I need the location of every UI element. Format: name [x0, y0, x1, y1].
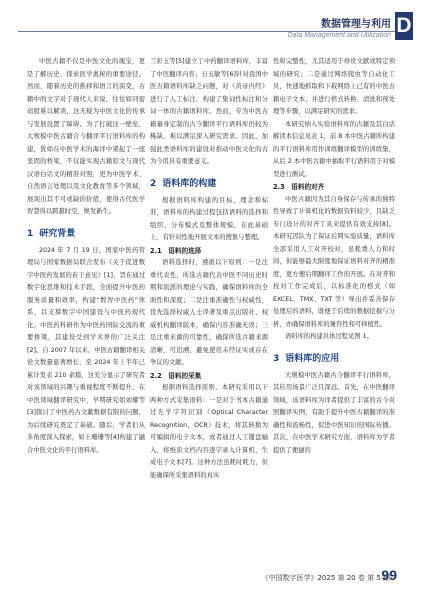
paragraph: 根据语料选择原则，本研究采用以下两种方式采集语料：一是对于书本古籍通过光学字符识别（Optical Character Recognition，OCR）技术，将其转换为可编辑的电子文本，或者通过人工键盘输入，将纸质文档内容逐字录入计算机，生成电子文本[7]。这种方法虽耗时耗力，但能确保所采集语料的真实: [150, 384, 268, 479]
section-heading: [27, 227, 145, 241]
section-heading-text: 研究背景: [39, 228, 76, 239]
paragraph: 中医古籍因为其自身保存与传承的独特性导致了计算机化的数据资料较少，且缺乏专门设计的对齐工具来提供有效支持[8]。本研究因队为了保证后期实验质量，语料库全部采用人工对齐校对，虽耗费人力和时间，但能够最大限度地保证语料对齐的精准度，更方便后期翻译工作的开展。在对齐和校对工作完成后，以标准化的格式（如 EXCEL、TMX、TXT 等）导出并妥善保存处理后的语料，既便于后续的数据挖掘与分析，亦确保语料库的兼容性和可移植性。: [273, 195, 395, 328]
section-number: 3: [273, 353, 280, 364]
section-subtitle: Data Management and Utilization: [287, 32, 391, 39]
subsection-heading: 2.3 语料的对齐: [273, 183, 325, 191]
journal-citation: 《中国数字医学》2025 第 20 卷 第 5 期: [261, 574, 390, 582]
subsection-heading: 2.1 语料的选择: [150, 246, 202, 255]
paragraph: 2024 年 7 月 19 日，国家中医药管理局与国家数据局联合发布《关于促进数字中医药发展的若干意见》[1]，旨在通过数字化思维和技术手段，全面提升中医药服务质量和效率，构建“数智中医药”体系，以支撑数字中国建设与中医药现代化。中医药科研作为中医药国际交流的重要桥梁，其建设受到学术界的广泛关注[2]。自 2007 年以来，中医古籍翻译相关论文数量显著增长，至 2024 年上半年已累计发表 210 余篇，这充分显示了研究者对该领域的兴趣与重视程度不断提升。在中医领域翻译研究中，早期研究如刘耀等[3]探讨了中医药古文献数据有限的问题，为后续研究奠定了基础。随后，学者们从多角度深入探索，如王珊珊等[4]构建了融合中医文化的平行语料库。: [27, 246, 145, 454]
paragraph: 语料选择时，遵循以下原则：一是注重代表性，所选古籍代表中医不同历史时期和流派的理论与实践，确保语料库的全面性和深度；二是注重准确性与权威性，优先选择权威人士译著及重点出版社、权威机构翻译版本，确保内容准确无误；三是注重来源的可靠性，确保所选古籍来源清晰、可追溯，避免使用未经证实或存在争议的文献。: [150, 259, 268, 366]
column-1: [27, 56, 145, 457]
paragraph: 大规模中医古籍古今翻译平行语料库，其应用场景广泛且深远。首先，在中医翻译领域，该语料库为译者提供了丰富的古今对照翻译实例，有助于提升中医古籍翻译的准确性和流畅性，促进中医知识的国际传播。其次，在中医学术研究方面，语料库为学者提供了便捷的: [273, 371, 395, 454]
section-heading: [273, 352, 395, 366]
section-number: 1: [27, 228, 34, 239]
section-heading: [150, 177, 268, 191]
paragraph: 中医古籍不仅是中医文化的瑰宝，更是了解历史、探索医学奥秘的重要途径。然而，随着历史的推移和语言的演变，古籍中的文字对于现代人来说，往往如同密码般难以解读，这无疑为中医文化的传承与发展设置了障碍。为了打破这一壁垒，大规模中医古籍合今翻译平行语料库的构建，犹如在中医学术的海洋中架起了一座坚固的桥梁，不仅能实现古籍原文与现代汉语白话文的精准对照，更为中医学术、自然语言处理以及文化教育等多个领域，展现出其不可或缺的价值，使得古代医学智慧得以跨越时空，焕发新生。: [27, 58, 145, 215]
page-number: 99: [381, 567, 397, 583]
section-title: 数据管理与利用: [321, 19, 391, 30]
section-badge: D: [395, 12, 413, 40]
section-heading-text: 语料库的应用: [285, 353, 340, 364]
section-number: 2: [150, 178, 157, 189]
paragraph: 性和完整性，尤其适用于珍贵文献或特定领域的研究；二是通过网络爬虫等自动化工具，快速地抓取和下载网络上已有的中医古籍电子文本，并进行格式转换、清洗和预处理等步骤，以满足研究的需求。: [273, 58, 395, 115]
paragraph: 根据语料库构建的目标、理念和标准，语料库的构建过程包括语料的选择和组织、分布模式及整体规模，在此基础上，有针对性地开展文本的搜集与整理。: [150, 196, 268, 241]
paragraph: 语料库的构建具体过程见图 1。: [285, 333, 373, 340]
column-3: [273, 56, 395, 457]
section-heading-text: 语料库的构建: [162, 178, 217, 189]
paragraph: 本研究纳入实验语料库的古籍及其白话解读本信息见表 1，前 8 本中医古籍所构建的平行语料库用作训练翻译模型的训练集，从后 2 本中医古籍中抽取平行语料用于对模型进行测试。: [273, 120, 395, 178]
column-2: [150, 56, 268, 482]
subsection-heading: 2.2 语料的采集: [150, 371, 202, 380]
paragraph: 兰彩玉等[5]建立了中药翻译语料库，丰富了中医翻译内容；石玉敏等[6]针对我国中医古籍语料库缺乏问题，对《黄帝内经》进行了人工标注，构建了集词性标注和分词一体的古籍语料库。然而，专为中医古籍量身定制的古今翻译平行语料库仍较为稀缺，难以满足深入研究需求。因此，加强此类语料库的建设对推动中医文化的古为今用具有重要意义。: [150, 58, 268, 165]
